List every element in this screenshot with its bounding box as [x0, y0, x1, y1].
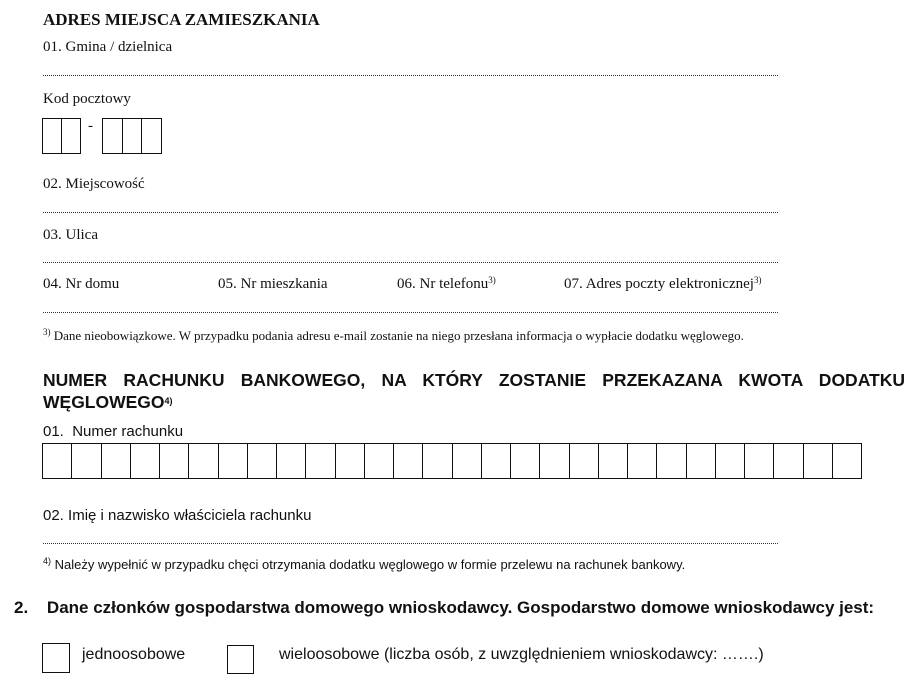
- single-person-checkbox[interactable]: [42, 643, 70, 673]
- postal-code-cell[interactable]: [43, 119, 62, 153]
- account-number-cell[interactable]: [248, 444, 277, 478]
- account-number-cell[interactable]: [43, 444, 72, 478]
- account-number-cell[interactable]: [306, 444, 335, 478]
- ulica-label: [43, 227, 98, 244]
- bank-title-line2: WĘGLOWEGO: [43, 392, 165, 412]
- multi-person-label: wieloosobowe (liczba osób, z uwzględnieniem wnioskodawcy: …….): [279, 646, 764, 663]
- nr-mieszkania-label: [218, 276, 328, 293]
- account-number-cell[interactable]: [219, 444, 248, 478]
- account-number-cell[interactable]: [453, 444, 482, 478]
- section-title: Dane członków gospodarstwa domowego wnioskodawcy. Gospodarstwo domowe wnioskodawcy jest:: [46, 598, 875, 617]
- account-number-cell[interactable]: [72, 444, 101, 478]
- footnote-3: [43, 328, 744, 344]
- account-number-cell[interactable]: [657, 444, 686, 478]
- footnote-ref: 4): [164, 396, 173, 406]
- field-number: 05.: [218, 276, 237, 292]
- postal-code-cell[interactable]: [103, 119, 123, 153]
- field-number: 03.: [43, 227, 62, 243]
- account-number-cell[interactable]: [540, 444, 569, 478]
- account-number-cell[interactable]: [102, 444, 131, 478]
- account-number-cell[interactable]: [336, 444, 365, 478]
- account-number-cell[interactable]: [365, 444, 394, 478]
- address-section-title: ADRES MIEJSCA ZAMIESZKANIA: [43, 10, 320, 29]
- field-number: 01.: [43, 39, 62, 55]
- multi-person-checkbox[interactable]: [227, 645, 254, 674]
- postal-code-cell[interactable]: [142, 119, 161, 153]
- footnote-4: [43, 557, 685, 572]
- owner-name-input-line[interactable]: [43, 543, 778, 544]
- account-number-cell[interactable]: [599, 444, 628, 478]
- field-label: Adres poczty elektronicznej: [585, 276, 754, 292]
- account-number-cell[interactable]: [160, 444, 189, 478]
- field-number: 06.: [397, 276, 416, 292]
- account-number-cell[interactable]: [745, 444, 774, 478]
- field-label: Nr mieszkania: [240, 276, 328, 292]
- bank-title-line1: NUMER RACHUNKU BANKOWEGO, NA KTÓRY ZOSTANIE PRZEKAZANA KWOTA DODATKU: [43, 370, 905, 390]
- footnote-marker: 4): [43, 556, 52, 566]
- household-section-heading: [14, 598, 874, 618]
- miejscowosc-input-line[interactable]: [43, 212, 778, 213]
- postal-code-separator: -: [88, 118, 93, 134]
- miejscowosc-label: [43, 176, 145, 193]
- account-number-input[interactable]: [42, 443, 862, 479]
- field-label: Miejscowość: [65, 176, 145, 192]
- account-number-cell[interactable]: [774, 444, 803, 478]
- footnote-ref: 3): [488, 275, 496, 285]
- account-number-cell[interactable]: [570, 444, 599, 478]
- gmina-input-line[interactable]: [43, 75, 778, 76]
- ulica-input-line[interactable]: [43, 262, 778, 263]
- field-label: Nr telefonu: [419, 276, 489, 292]
- field-label: Nr domu: [65, 276, 120, 292]
- single-person-label: jednoosobowe: [82, 646, 186, 663]
- section-number: 2.: [14, 598, 29, 617]
- field-number: 04.: [43, 276, 62, 292]
- bank-section-title: [43, 369, 905, 413]
- account-number-label: [43, 423, 183, 440]
- footnote-text: Dane nieobowiązkowe. W przypadku podania adresu e-mail zostanie na niego przesłana informacja o wypłacie dodatku węglowego.: [53, 328, 744, 343]
- postal-code-label: Kod pocztowy: [43, 91, 131, 107]
- account-number-cell[interactable]: [131, 444, 160, 478]
- footnote-text: Należy wypełnić w przypadku chęci otrzymania dodatku węglowego w formie przelewu na rachunek bankowy.: [54, 557, 686, 572]
- account-number-cell[interactable]: [511, 444, 540, 478]
- postal-code-cell[interactable]: [62, 119, 80, 153]
- postal-code-part1-input[interactable]: [42, 118, 81, 154]
- contact-input-line[interactable]: [43, 312, 778, 313]
- postal-code-part2-input[interactable]: [102, 118, 162, 154]
- footnote-ref: 3): [753, 275, 762, 285]
- account-number-cell[interactable]: [804, 444, 833, 478]
- account-number-cell[interactable]: [277, 444, 306, 478]
- field-label: Gmina / dzielnica: [65, 39, 173, 55]
- footnote-marker: 3): [43, 327, 51, 337]
- account-number-cell[interactable]: [687, 444, 716, 478]
- nr-telefonu-label: [397, 276, 496, 293]
- postal-code-cell[interactable]: [123, 119, 143, 153]
- nr-domu-label: [43, 276, 119, 293]
- account-number-cell[interactable]: [189, 444, 218, 478]
- gmina-label: [43, 39, 172, 56]
- account-number-cell[interactable]: [423, 444, 452, 478]
- account-number-cell[interactable]: [716, 444, 745, 478]
- field-label: Imię i nazwisko właściciela rachunku: [68, 507, 312, 524]
- account-number-cell[interactable]: [482, 444, 511, 478]
- field-number: 07.: [564, 276, 583, 292]
- field-label: Numer rachunku: [72, 423, 184, 440]
- account-number-cell[interactable]: [833, 444, 861, 478]
- field-label: Ulica: [65, 227, 98, 243]
- email-label: [564, 276, 761, 293]
- field-number: 02.: [43, 176, 62, 192]
- owner-name-label: [43, 507, 311, 524]
- account-number-cell[interactable]: [628, 444, 657, 478]
- account-number-cell[interactable]: [394, 444, 423, 478]
- field-number: 02.: [43, 507, 64, 524]
- field-number: 01.: [43, 423, 64, 440]
